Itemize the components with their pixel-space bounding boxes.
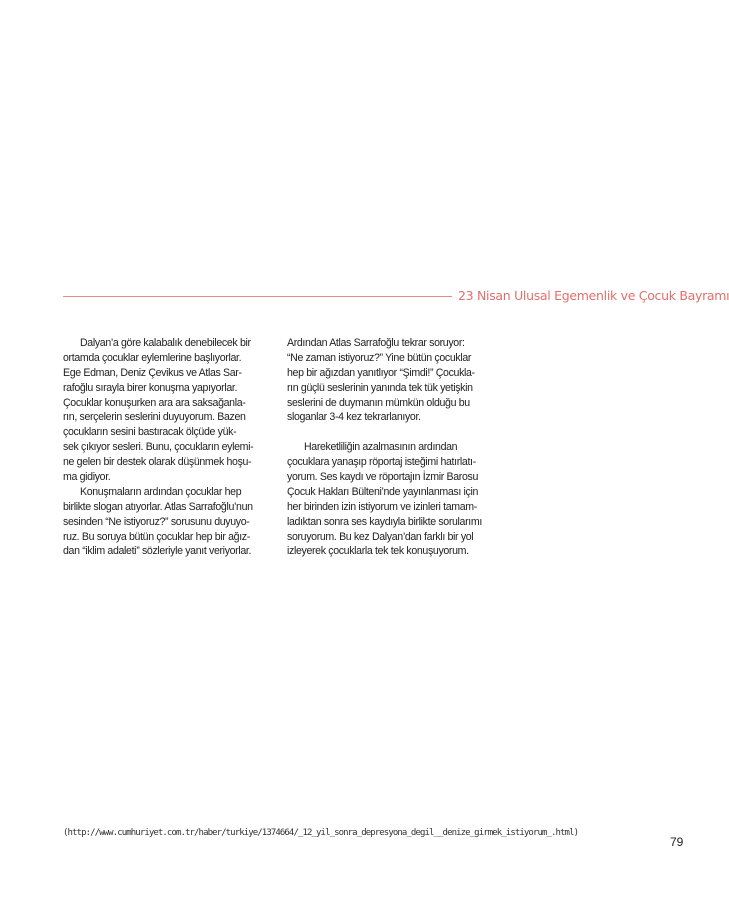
text-line: ma gidiyor.	[63, 471, 111, 484]
text-line: her birinden izin istiyorum ve izinleri tamam-	[287, 500, 477, 513]
text-line: rafoğlu sırayla birer konuşma yapıyorlar.	[63, 381, 238, 394]
text-line: ladıktan sonra ses kaydıyla birlikte sorularımı	[287, 515, 482, 528]
text-line: Ege Edman, Deniz Çevikus ve Atlas Sar-	[63, 366, 242, 379]
text-line: hep bir ağızdan yanıtlıyor “Şimdi!” Çocukla-	[287, 366, 475, 379]
text-line: ne gelen bir destek olarak düşünmek hoşu-	[63, 456, 252, 469]
text-line: Çocuk Hakları Bülteni’nde yayınlanması için	[287, 485, 479, 498]
text-line: soruyorum. Bu kez Dalyan’dan farklı bir yol	[287, 530, 474, 543]
text-line: yorum. Ses kaydı ve röportajın İzmir Barosu	[287, 471, 479, 484]
text-line: ortamda çocuklar eylemlerine başlıyorlar.	[63, 351, 242, 364]
right-column	[287, 336, 482, 559]
text-line: seslerini de duymanın mümkün olduğu bu	[287, 396, 470, 409]
paragraph-gap	[287, 425, 482, 440]
text-line: sesinden “Ne istiyoruz?” sorusunu duyuyo-	[63, 515, 250, 528]
text-line: ruz. Bu soruya bütün çocuklar hep bir ağız-	[63, 530, 250, 543]
text-line: dan “iklim adaleti” sözleriyle yanıt veriyorlar.	[63, 545, 252, 558]
text-line: Konuşmaların ardından çocuklar hep	[80, 485, 242, 498]
text-line: sloganlar 3-4 kez tekrarlanıyor.	[287, 411, 421, 424]
text-line: sek çıkıyor sesleri. Bunu, çocukların eylemi-	[63, 441, 254, 454]
text-line: Dalyan’a göre kalabalık denebilecek bir	[80, 337, 251, 349]
header-rule	[63, 296, 452, 297]
text-line: izleyerek çocuklarla tek tek konuşuyorum.	[287, 545, 469, 558]
left-column	[63, 336, 253, 559]
text-line: rın güçlü seslerinin yanında tek tük yetişkin	[287, 381, 473, 394]
text-line: Ardından Atlas Sarrafoğlu tekrar soruyor:	[287, 337, 465, 349]
text-line: “Ne zaman istiyoruz?” Yine bütün çocuklar	[287, 351, 472, 364]
text-line: Hareketliliğin azalmasının ardından	[304, 441, 458, 454]
section-title: 23 Nisan Ulusal Egemenlik ve Çocuk Bayramı	[458, 288, 729, 303]
text-line: Çocuklar konuşurken ara ara saksağanla-	[63, 396, 246, 409]
text-line: çocuklara yanaşıp röportaj isteğimi hatırlatı-	[287, 456, 476, 469]
page-number: 79	[670, 835, 684, 849]
text-line: rın, serçelerin seslerini duyuyorum. Bazen	[63, 411, 246, 424]
text-line: çocukların sesini bastıracak ölçüde yük-	[63, 426, 237, 439]
source-url: (http://www.cumhuriyet.com.tr/haber/turkiye/1374664/_12_yil_sonra_depresyona_degil__denize_girmek_istiyorum_.html)	[63, 828, 579, 838]
text-line: birlikte slogan atıyorlar. Atlas Sarrafoğlu’nun	[63, 500, 253, 513]
